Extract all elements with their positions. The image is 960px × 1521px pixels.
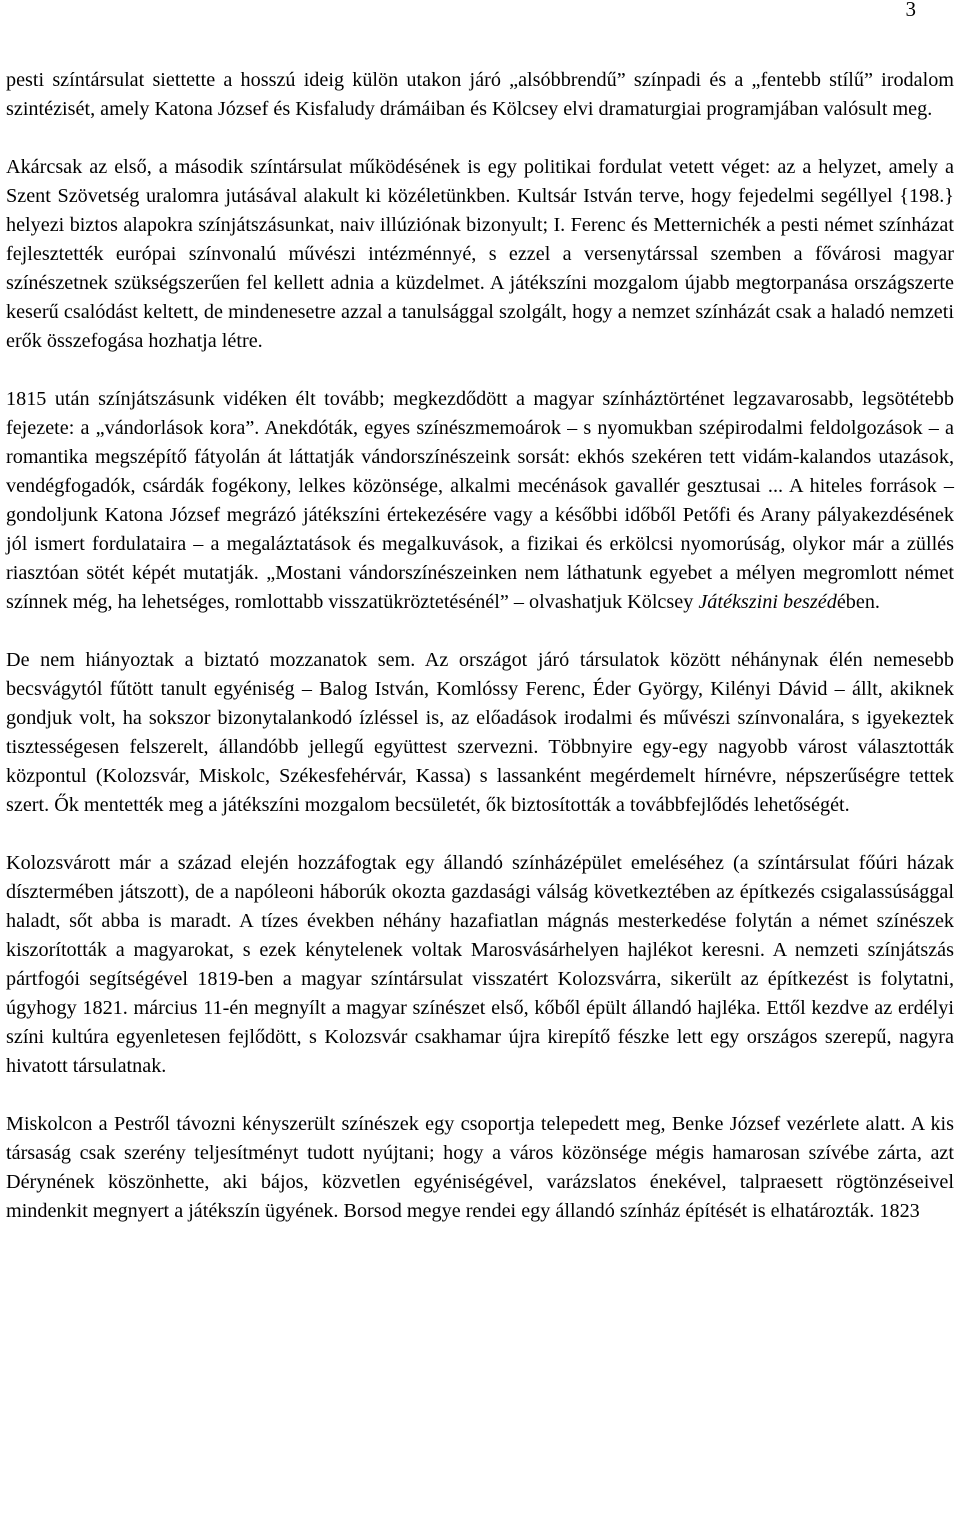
italic-title: Játékszini beszéd [698,591,837,613]
paragraph-text: Miskolcon a Pestről távozni kényszerült színészek egy csoportja telepedett meg, Benke József vezérlete alatt. A kis társaság csak szerény teljesítményt tudott nyújtani; hogy a város közönsége mégis hamarosan szívébe zárta, azt Dérynének köszönhette, aki bájos, közvetlen egyéniségével, varázslatos énekével, talpraesett rögtönzéseivel mindenkit megnyert a játékszín ügyének. Borsod megye rendei egy állandó színház építését is elhatározták. 1823 [6,1113,954,1222]
paragraph-text: 1815 után színjátszásunk vidéken élt tovább; megkezdődött a magyar színháztörténet legzavarosabb, legsötétebb fejezete: a „vándorlások kora”. Anekdóták, egyes színészmemoárok – s nyomukban szépirodalmi feldolgozások – a romantika megszépítő fátyolán át láttatják vándorszínészeink sorsát: ekhós szekéren tett vidám-kalandos utazások, vendégfogadók, csárdák fogékony, lelkes közönsége, alkalmi mecénások gavallér gesztusai ... A hiteles források – gondoljunk Katona József megrázó játékszíni értekezésére vagy a későbbi időből Petőfi és Arany pályakezdésének jól ismert fordulataira – a megaláztatások és megalkuvások, a fizikai és erkölcsi nyomorúság, olykor már a züllés riasztóan sötét képét mutatják. „Mostani vándorszínészeinken nem láthatunk egyebet a mélyen megromlott német színnek még, ha lehetséges, romlottabb visszatükröztetésénél” – olvashatjuk Kölcsey [6,388,954,613]
paragraph-5 [6,849,954,1081]
paragraph-text: pesti színtársulat siettette a hosszú ideig külön utakon járó „alsóbbrendű” színpadi és a „fentebb stílű” irodalom szintézisét, amely Katona József és Kisfaludy drámáiban és Kölcsey elvi dramaturgiai programjában valósult meg. [6,69,954,120]
paragraph-3 [6,385,954,617]
paragraph-text: ében. [836,591,880,613]
body-text [6,66,954,1226]
paragraph-1 [6,66,954,124]
page-number: 3 [905,0,916,21]
paragraph-4 [6,646,954,820]
paragraph-text: Akárcsak az első, a második színtársulat működésének is egy politikai fordulat vetett véget: az a helyzet, amely a Szent Szövetség uralomra jutásával alakult ki közéletünkben. Kultsár István terve, hogy fejedelmi segéllyel {198.} helyezi biztos alapokra színjátszásunkat, naiv illúziónak bizonyult; I. Ferenc és Metternichék a pesti német színházat fejlesztették európai színvonalú művészi intézménnyé, s ezzel a versenytárssal szemben a fővárosi magyar színészetnek szükségszerűen fel kellett adnia a küzdelmet. A játékszíni mozgalom újabb megtorpanása országszerte keserű csalódást keltett, de mindenesetre azzal a tanulsággal szolgált, hogy a nemzet színházát csak a haladó nemzeti erők összefogása hozhatja létre. [6,156,954,352]
paragraph-text: Kolozsvárott már a század elején hozzáfogtak egy állandó színházépület emeléséhez (a színtársulat főúri házak dísztermében játszott), de a napóleoni háborúk okozta gazdasági válság következtében az építkezés csigalassúsággal haladt, sőt abba is maradt. A tízes években néhány hazafiatlan mágnás mesterkedése folytán a német színészek kiszorították a magyarokat, s ezek kénytelenek voltak Marosvásárhelyen hajlékot keresni. A nemzeti színjátszás pártfogói segítségével 1819-ben a magyar színtársulat visszatért Kolozsvárra, sikerült az építkezést is folytatni, úgyhogy 1821. március 11-én megnyílt a magyar színészet első, kőből épült állandó hajléka. Ettől kezdve az erdélyi színi kultúra egyenletesen fejlődött, s Kolozsvár csakhamar újra kirepítő fészke lett egy országos szerepű, nagyra hivatott társulatnak. [6,852,954,1077]
paragraph-6 [6,1110,954,1226]
paragraph-2 [6,153,954,356]
paragraph-text: De nem hiányoztak a biztató mozzanatok sem. Az országot járó társulatok között néhánynak élén nemesebb becsvágytól fűtött tanult egyéniség – Balog István, Komlóssy Ferenc, Éder György, Kilényi Dávid – állt, akiknek gondjuk volt, ha sokszor bizonytalankodó ízléssel is, az előadások irodalmi és művészi színvonalára, s igyekeztek tisztességesen felszerelt, állandóbb jellegű együttest szervezni. Többnyire egy-egy nagyobb várost választották központul (Kolozsvár, Miskolc, Székesfehérvár, Kassa) s lassanként megérdemelt hírnévre, népszerűségre tettek szert. Ők mentették meg a játékszíni mozgalom becsületét, ők biztosították a továbbfejlődés lehetőségét. [6,649,954,816]
